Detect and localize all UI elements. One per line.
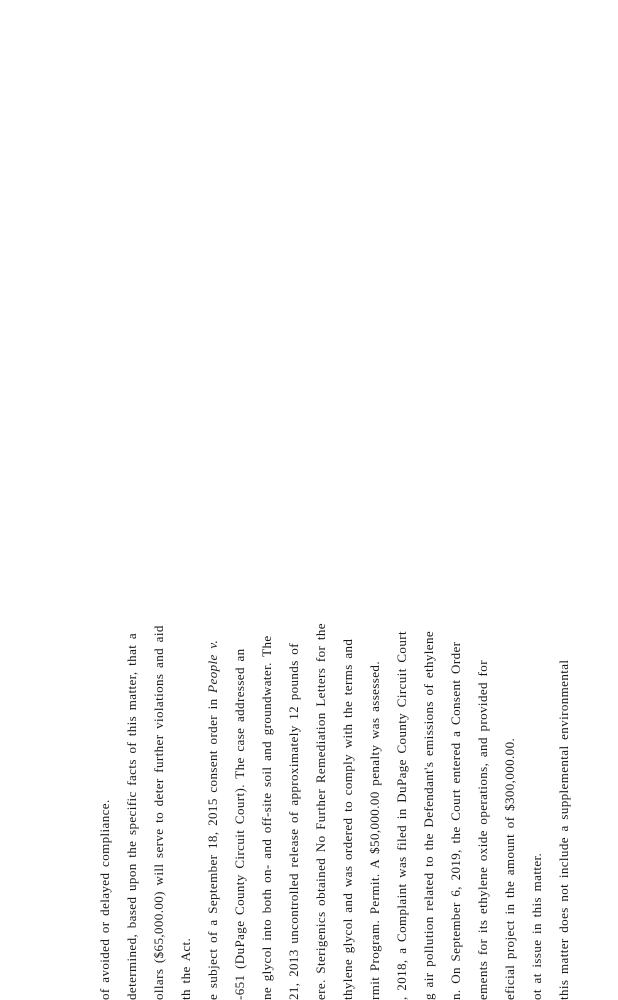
italic-case-name: People v. [205,639,220,693]
text-line [529,0,545,1000]
text-line [475,0,491,1000]
text-line-content: this matter does not include a supplemental environmental [556,659,571,1000]
text-line-content: rmit Program. Permit. A $50,000.00 penalty was assessed. [367,661,382,1000]
text-line [556,0,572,1000]
text-line [97,0,113,1000]
text-line-content: determined, based upon the specific facts of this matter, that a [124,632,139,1000]
text-line-content: eficial project in the amount of $300,000.00. [502,737,517,1000]
text-line-content: of avoided or delayed compliance. [97,799,112,1000]
text-line-content: thylene glycol and was ordered to comply with the terms and [340,638,355,1000]
text-line [394,0,410,1000]
text-line-content: ne glycol into both on- and off-site soil and groundwater. The [259,635,274,1000]
text-line-content: th the Act. [178,937,193,1000]
text-line [367,0,383,1000]
text-line [178,0,194,1000]
text-line [232,0,248,1000]
text-line-content: 21, 2013 uncontrolled release of approximately 12 pounds of [286,643,301,1000]
text-line-content: g air pollution related to the Defendant's emissions of ethylene [421,630,436,1000]
text-line [313,0,329,1000]
text-line [502,0,518,1000]
text-line [151,0,167,1000]
text-line-content: -651 (DuPage County Circuit Court). The case addressed an [232,648,247,1000]
text-line-content: e subject of a September 18, 2015 consent order in [205,692,220,1000]
text-line [259,0,275,1000]
text-line-content: ot at issue in this matter. [529,852,544,1000]
text-line-content: ollars ($65,000.00) will serve to deter further violations and aid [151,625,166,1000]
text-line-content: ere. Sterigenics obtained No Further Remediation Letters for the [313,623,328,1000]
text-line [286,0,302,1000]
text-line [124,0,140,1000]
text-line-content: ements for its ethylene oxide operations, and provided for [475,660,490,1000]
text-line [340,0,356,1000]
text-line-content: , 2018, a Complaint was filed in DuPage County Circuit Court [394,631,409,1000]
text-line [205,0,221,1000]
text-line [448,0,464,1000]
text-line-content: n. On September 6, 2019, the Court entered a Consent Order [448,641,463,1000]
text-line [421,0,437,1000]
